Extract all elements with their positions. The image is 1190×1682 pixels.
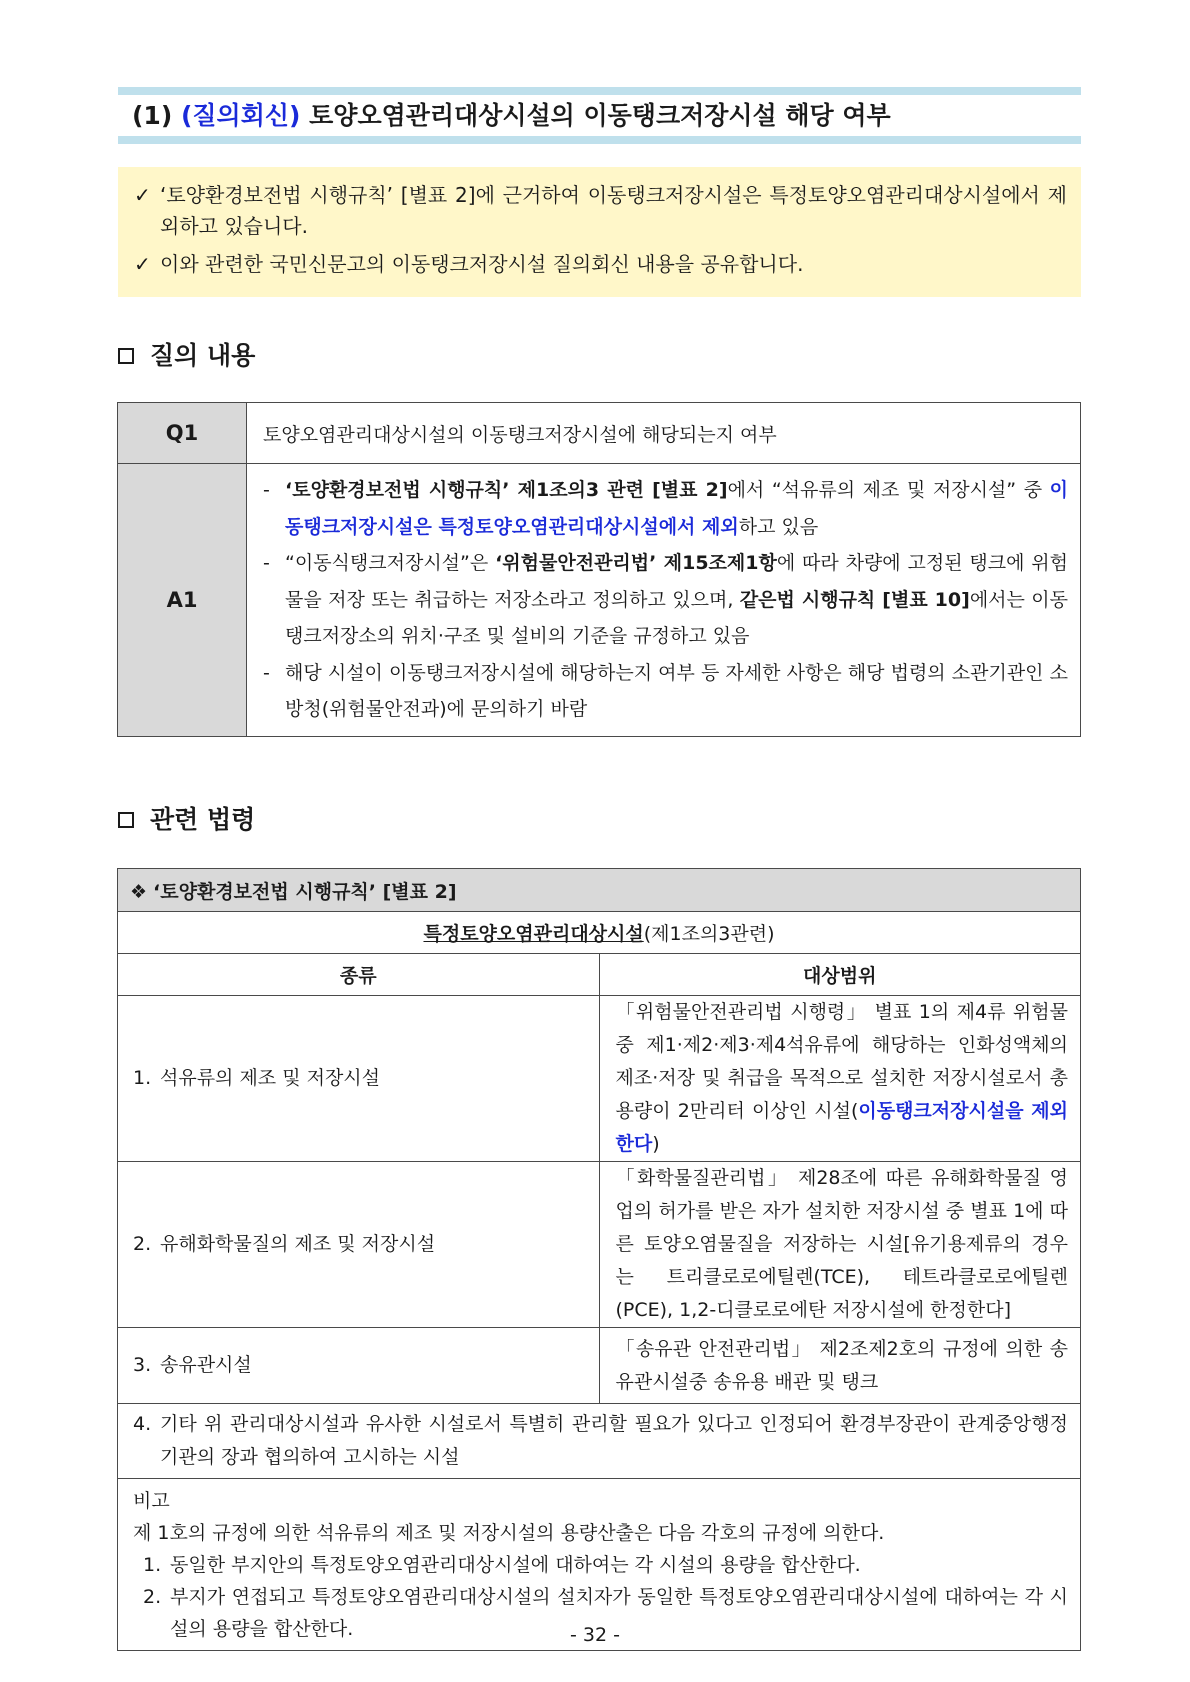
table-row [118,954,1081,996]
remarks-lead: 제 1호의 규정에 의한 석유류의 제조 및 저장시설의 용량산출은 다음 각호의 규정에 의한다. [133,1521,885,1544]
facility-type: 1. 석유류의 제조 및 저장시설 [118,996,600,1162]
summary-text: 이와 관련한 국민신문고의 이동탱크저장시설 질의회신 내용을 공유합니다. [160,252,804,276]
table-row [118,1404,1081,1479]
highlight-text: 이동탱크저장시설을 제외한다 [615,1100,1069,1155]
answer-body [247,464,1081,737]
table-row [118,869,1081,912]
title-tag: (질의회신) [180,101,301,130]
square-bullet-icon [118,348,134,364]
summary-text: ‘토양환경보전법 시행규칙’ [별표 2]에 근거하여 이동탱크저장시설은 특정토양오염관리대상시설에서 제외하고 있습니다. [160,183,1067,238]
question-text: 토양오염관리대상시설의 이동탱크저장시설에 해당되는지 여부 [247,403,1081,464]
checkmark-icon: ✓ [134,183,151,207]
law-table-subtitle: 특정토양오염관리대상시설(제1조의3관련) [118,912,1081,954]
title-number: (1) [132,101,173,130]
facility-type: 3. 송유관시설 [118,1328,600,1404]
facility-scope: 「화학물질관리법」 제28조에 따른 유해화학물질 영업의 허가를 받은 자가 설치한 저장시설 중 별표 1에 따른 토양오염물질을 저장하는 시설[유기용제류의 경우는 트리클로로에틸렌(TCE), 테트라클로로에틸렌(PCE), 1,2-디클로로에탄 저장시설에 한정한다] [599,1162,1081,1328]
section-label: 질의 내용 [150,341,256,370]
column-header: 대상범위 [599,954,1081,996]
law-reference: 같은법 시행규칙 [별표 10] [739,588,970,611]
table-row [118,996,1081,1162]
answer-item: - ‘토양환경보전법 시행규칙’ 제1조의3 관련 [별표 2]에서 “석유류의 제조 및 저장시설” 중 이동탱크저장시설은 특정토양오염관리대상시설에서 제외하고 있음 [263,472,1068,545]
answer-item: - “이동식탱크저장시설”은 ‘위험물안전관리법’ 제15조제1항에 따라 차량에 고정된 탱크에 위험물을 저장 또는 취급하는 저장소라고 정의하고 있으며, 같은법 시행규칙 [별표 10]에서는 이동탱크저장소의 위치·구조 및 설비의 기준을 규정하고 있음 [263,545,1068,655]
facility-scope: 「송유관 안전관리법」 제2조제2호의 규정에 의한 송유관시설중 송유용 배관 및 탱크 [599,1328,1081,1404]
qa-table [117,402,1081,737]
facility-scope: 「위험물안전관리법 시행령」 별표 1의 제4류 위험물중 제1·제2·제3·제4석유류에 해당하는 인화성액체의 제조·저장 및 취급을 목적으로 설치한 저장시설로서 총 용량이 2만리터 이상인 시설(이동탱크저장시설을 제외한다) [599,996,1081,1162]
page-number: - 32 - [570,1624,620,1646]
title-text: 토양오염관리대상시설의 이동탱크저장시설 해당 여부 [309,101,891,130]
checkmark-icon: ✓ [134,252,151,276]
title-bottom-rule [118,136,1081,144]
law-reference: ‘토양환경보전법 시행규칙’ 제1조의3 관련 [별표 2] [285,479,728,501]
question-label: Q1 [118,403,247,464]
section-heading-inquiry [118,336,255,376]
summary-item [134,249,1067,280]
diamond-bullet-icon: ❖ [130,880,148,903]
law-reference: ‘위험물안전관리법’ 제15조제1항 [495,552,777,574]
answer-label: A1 [118,464,247,737]
table-row [118,1162,1081,1328]
summary-box [118,167,1081,297]
section-heading-laws [118,800,255,840]
square-bullet-icon [118,812,134,828]
dash-bullet: - [263,661,270,684]
law-table-header: ❖ ‘토양환경보전법 시행규칙’ [별표 2] [118,869,1081,912]
remarks-title: 비고 [133,1489,170,1512]
answer-item: - 해당 시설이 이동탱크저장시설에 해당하는지 여부 등 자세한 사항은 해당 법령의 소관기관인 소방청(위험물안전과)에 문의하기 바람 [263,655,1068,728]
dash-bullet: - [263,552,270,574]
remarks-item: 1. 동일한 부지안의 특정토양오염관리대상시설에 대하여는 각 시설의 용량을 합산한다. [143,1553,861,1576]
section-label: 관련 법령 [150,805,256,834]
facility-other: 4. 기타 위 관리대상시설과 유사한 시설로서 특별히 관리할 필요가 있다고 인정되어 환경부장관이 관계중앙행정기관의 장과 협의하여 고시하는 시설 [118,1404,1081,1479]
table-row [118,403,1081,464]
table-row [118,1328,1081,1404]
law-table [117,868,1081,1651]
title-top-rule [118,87,1081,95]
highlight-text: 이동탱크저장시설은 특정토양오염관리대상시설에서 제외 [285,479,1068,538]
facility-type: 2. 유해화학물질의 제조 및 저장시설 [118,1162,600,1328]
table-row [118,464,1081,737]
dash-bullet: - [263,479,270,501]
table-row [118,912,1081,954]
page-title [132,96,891,136]
remarks-item: 2. 부지가 연접되고 특정토양오염관리대상시설의 설치자가 동일한 특정토양오염관리대상시설에 대하여는 각 시설의 용량을 합산한다. [143,1585,1068,1640]
summary-item [134,180,1067,242]
column-header: 종류 [118,954,600,996]
